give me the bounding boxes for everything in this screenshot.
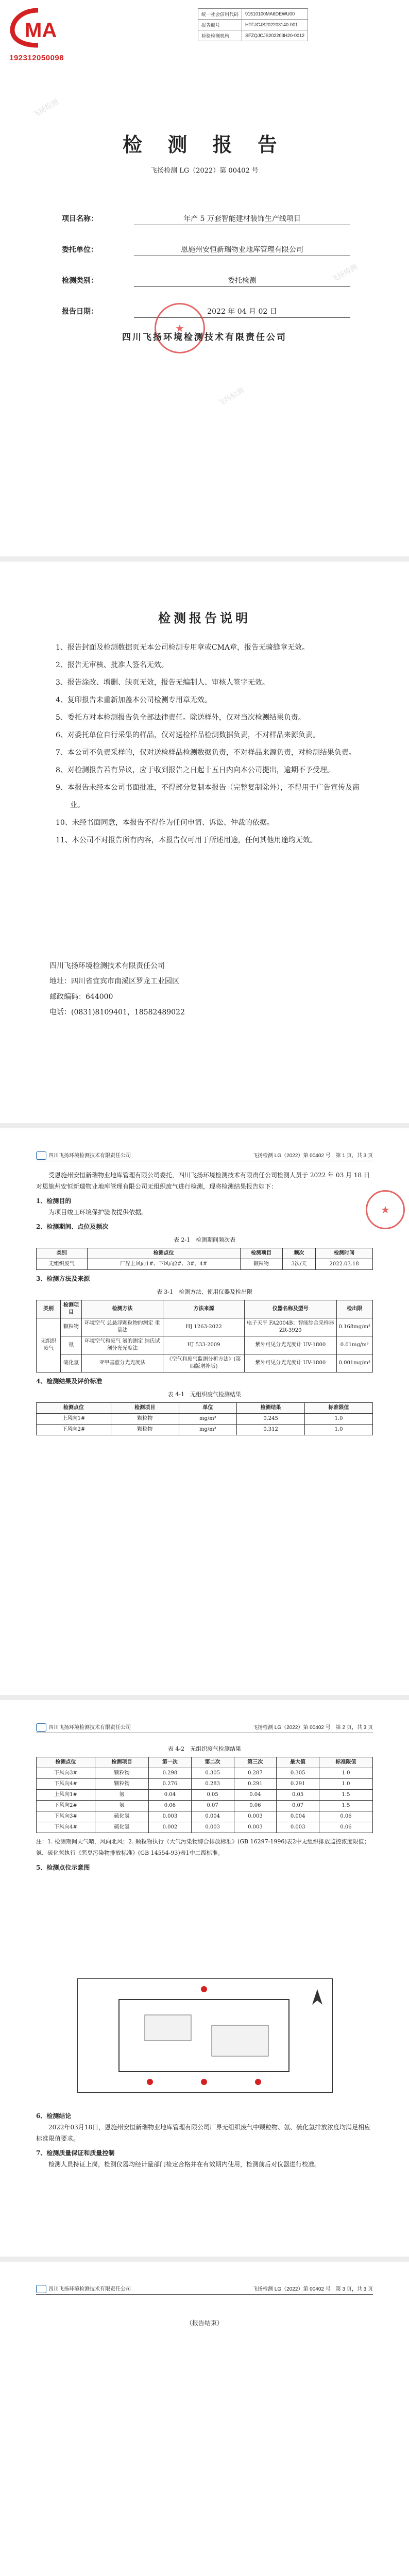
note-item: 4、复印报告未重新加盖本公司检测专用章无效。 bbox=[56, 696, 212, 704]
table-note: 注：1. 检测期间天气晴，风向北风；2. 颗粒物执行《大气污染物综合排放标准》(GB 16297-1996)表2中无组织排放监控浓度限值；氨、硫化氢执行《恶臭污染物排放标准》(GB 14554-93)表1中二级标准。 bbox=[36, 1838, 370, 1856]
code-table bbox=[198, 8, 308, 41]
company-logo-icon bbox=[36, 1151, 46, 1160]
notes-page bbox=[0, 562, 409, 1123]
page-separator bbox=[0, 2257, 409, 2262]
data-body-2 bbox=[36, 1741, 373, 1873]
section-heading: 5、检测点位示意图 bbox=[36, 1864, 90, 1871]
table-row: 硫化氢 亚甲基蓝分光光度法 《空气和废气监测分析方法》(第四版增补版) 紫外可见分光光度计 UV-1800 0.001mg/m³ bbox=[37, 1354, 373, 1372]
report-title: 检 测 报 告 bbox=[123, 133, 286, 156]
data-page-1 bbox=[0, 1128, 409, 1695]
cma-logo-text: MA bbox=[25, 19, 57, 42]
table-caption: 表 3-1 检测方法、使用仪器及检出限 bbox=[156, 1289, 253, 1295]
table-row: 下风向2# 氨 0.06 0.07 0.06 0.07 1.5 bbox=[37, 1801, 373, 1811]
code-row: 报告编号 HTFJCJS202203140-001 bbox=[198, 20, 308, 30]
section-heading: 1、检测目的 bbox=[36, 1197, 72, 1205]
page-header: 四川飞扬环境检测技术有限责任公司 飞扬检测 LG（2022）第 00402 号 第 2 页，共 3 页 bbox=[36, 1721, 373, 1733]
section-heading: 3、检测方法及来源 bbox=[36, 1275, 90, 1282]
contact-company: 四川飞扬环境检测技术有限责任公司 bbox=[49, 962, 165, 970]
page-separator bbox=[0, 1123, 409, 1128]
note-item: 1、报告封面及检测数据页无本公司检测专用章或CMA章，报告无骑缝章无效。 bbox=[56, 643, 310, 652]
cover-category-row: 检测类别： 委托检测 bbox=[62, 275, 350, 285]
report-end-mark: （报告结束） bbox=[185, 2319, 223, 2327]
note-item: 2、报告无审核、批准人签名无效。 bbox=[56, 661, 168, 669]
table-row: 下风向4# 颗粒物 0.276 0.283 0.291 0.291 1.0 bbox=[37, 1779, 373, 1790]
cover-project-row: 项目名称： 年产 5 万套智能建材装饰生产线项目 bbox=[62, 213, 350, 224]
contact-block bbox=[49, 958, 185, 1020]
official-seal bbox=[366, 1190, 405, 1229]
section-heading: 4、检测结果及评价标准 bbox=[36, 1378, 103, 1385]
notes-list bbox=[56, 639, 360, 849]
qc-text: 检测人员持证上岗，检测仪器均经计量部门检定合格并在有效期内使用，检测前后对仪器进行校准。 bbox=[48, 2161, 321, 2168]
code-row: 统一社会信用代码 91510100MA6DEWU00 bbox=[198, 9, 308, 20]
cma-number: 192312050098 bbox=[9, 54, 64, 62]
result-table-1: 检测点位 检测项目 单位 检测结果 标准限值 上风向1# 颗粒物 mg/m³ 0.245 1.0 下风向2# 颗粒物 mg/m³ 0.312 1.0 bbox=[36, 1402, 373, 1435]
watermark: 飞扬检测 bbox=[30, 97, 60, 119]
table-caption: 表 4-1 无组织废气检测结果 bbox=[167, 1391, 242, 1398]
official-seal bbox=[155, 303, 205, 353]
table-caption: 表 4-2 无组织废气检测结果 bbox=[167, 1745, 242, 1752]
note-item: 11、本公司不对报告所有内容，本报告仅可用于所述用途，任何其他用途均无效。 bbox=[56, 836, 317, 844]
table-row: 下风向3# 硫化氢 0.003 0.004 0.003 0.004 0.06 bbox=[37, 1811, 373, 1822]
section-heading: 7、检测质量保证和质量控制 bbox=[36, 2149, 115, 2157]
note-item: 9、本报告未经本公司书面批准，不得部分复制本报告（完整复制除外），不得用于广告宣传及商业。 bbox=[56, 784, 360, 809]
data-page-2 bbox=[0, 1700, 409, 2257]
note-item: 10、未经书面同意，本报告不得作为任何申请、诉讼、仲裁的依据。 bbox=[56, 819, 274, 827]
page-separator bbox=[0, 1695, 409, 1700]
data-body-2b bbox=[36, 2107, 373, 2170]
watermark: 飞扬检测 bbox=[216, 386, 246, 408]
table-row: 下风向2# 颗粒物 mg/m³ 0.312 1.0 bbox=[37, 1425, 373, 1435]
company-logo-icon bbox=[36, 1723, 46, 1732]
table-row: 无组织废气 颗粒物 环境空气 总悬浮颗粒物的测定 重量法 HJ 1263-2022 电子天平 FA2004B；智能综合采样器 ZR-3920 0.168mg/m³ bbox=[37, 1318, 373, 1336]
table-row: 氨 环境空气和废气 氨的测定 纳氏试剂分光光度法 HJ 533-2009 紫外可见分光光度计 UV-1800 0.01mg/m³ bbox=[37, 1336, 373, 1354]
table-row: 下风向3# 颗粒物 0.298 0.305 0.287 0.305 1.0 bbox=[37, 1768, 373, 1779]
code-row: 检验检测机构 SFZQJCJS202203H20-0012 bbox=[198, 30, 308, 41]
page-header: 四川飞扬环境检测技术有限责任公司 飞扬检测 LG（2022）第 00402 号 第 1 页，共 3 页 bbox=[36, 1149, 373, 1161]
page-separator bbox=[0, 556, 409, 562]
organization-name: 四川飞扬环境检测技术有限责任公司 bbox=[122, 332, 287, 343]
note-item: 8、对检测报告若有异议，应于收到报告之日起十五日内向本公司提出，逾期不予受理。 bbox=[56, 766, 334, 774]
notes-title: 检测报告说明 bbox=[158, 611, 251, 625]
table-row: 上风向1# 氨 0.04 0.05 0.04 0.05 1.5 bbox=[37, 1790, 373, 1801]
conclusion-text: 2022年03月18日，恩施州安恒新瑞物业地库管理有限公司厂界无组织废气中颗粒物、氨、硫化氢排放浓度均满足相应标准限值要求。 bbox=[36, 2124, 371, 2142]
table-row: 下风向4# 硫化氢 0.002 0.003 0.003 0.003 0.06 bbox=[37, 1822, 373, 1833]
intro-paragraph: 受恩施州安恒新瑞物业地库管理有限公司委托，四川飞扬环境检测技术有限责任公司检测人员于 2022 年 03 月 18 日对恩施州安恒新瑞物业地库管理有限公司无组织废气进行检测，现将检测结果报告如下： bbox=[36, 1172, 370, 1190]
data-body-1 bbox=[36, 1170, 373, 1435]
cover-page bbox=[0, 0, 409, 556]
note-item: 3、报告涂改、增删、缺页无效，报告无编制人、审核人签字无效。 bbox=[56, 679, 269, 687]
frequency-table: 类别 检测点位 检测项目 频次 检测时间 无组织废气 厂界上风向1#、下风向2#、3#、4# 颗粒物 3次/天 2022.03.18 bbox=[36, 1248, 373, 1270]
cma-logo bbox=[9, 7, 67, 48]
section-text: 为项目竣工环境保护验收提供依据。 bbox=[48, 1209, 148, 1216]
contact-postcode: 邮政编码：644000 bbox=[49, 993, 113, 1001]
method-table: 类别 检测项目 检测方法 方法来源 仪器名称及型号 检出限 无组织废气 颗粒物 环境空气 总悬浮颗粒物的测定 重量法 HJ 1263-2022 电子天平 FA2004B；智能综合采样器 ZR-3920 0.168mg/m³ 氨 环境空气和废气 氨的测定 纳氏试剂分光光度法 HJ 533-2009 紫外可见分光光度计 UV-1800 0.01mg/m³ 硫化氢 亚甲基蓝分光光度法 《空气和废气监测分析方法》(第四版增补版) 紫外可见分光光度计 UV-1800 0.001mg/m³ bbox=[36, 1300, 373, 1372]
contact-phone: 电话：(0831)8109401，18582489022 bbox=[49, 1008, 185, 1016]
table-row: 上风向1# 颗粒物 mg/m³ 0.245 1.0 bbox=[37, 1414, 373, 1425]
contact-address: 地址：四川省宜宾市南溪区罗龙工业园区 bbox=[49, 977, 179, 986]
result-table-2: 检测点位 检测项目 第一次 第二次 第三次 最大值 标准限值 下风向3# 颗粒物 0.298 0.305 0.287 0.305 1.0 下风向4# 颗粒物 0.276 0.283 0.291 0.291 1.0 上风向1# 氨 0.04 0.05 0.04 0.05 1.5 下风向2# 氨 0.06 0.07 0.06 0.07 1.5 下风向3# 硫化氢 0.003 0.004 0.003 0.004 0.06 下风向4# 硫化氢 0.002 0.003 0.003 0.003 0.06 bbox=[36, 1757, 373, 1833]
table-row: 无组织废气 厂界上风向1#、下风向2#、3#、4# 颗粒物 3次/天 2022.03.18 bbox=[37, 1259, 373, 1270]
note-item: 7、本公司不负责采样的，仅对送检样品检测数据负责，不对样品来源负责，对检测结果负责。 bbox=[56, 749, 356, 757]
note-item: 5、委托方对本检测报告负全部法律责任。除送样外，仅对当次检测结果负责。 bbox=[56, 714, 305, 722]
cover-date-row: 报告日期： 2022 年 04 月 02 日 bbox=[62, 306, 350, 316]
report-number: 飞扬检测 LG（2022）第 00402 号 bbox=[150, 167, 259, 175]
note-item: 6、对委托单位自行采集的样品，仅对送检样品检测数据负责，不对样品来源负责。 bbox=[56, 731, 320, 739]
north-arrow-icon bbox=[312, 1989, 322, 2005]
watermark: 飞扬检测 bbox=[329, 262, 359, 284]
section-heading: 6、检测结论 bbox=[36, 2112, 72, 2120]
company-logo-icon bbox=[36, 2285, 46, 2293]
section-heading: 2、检测期间、点位及频次 bbox=[36, 1223, 109, 1230]
table-caption: 表 2-1 检测期间频次表 bbox=[173, 1236, 236, 1243]
signature-page bbox=[0, 2262, 409, 2576]
sampling-point-map bbox=[77, 1978, 333, 2093]
cover-client-row: 委托单位： 恩施州安恒新瑞物业地库管理有限公司 bbox=[62, 244, 350, 255]
page-header: 四川飞扬环境检测技术有限责任公司 飞扬检测 LG（2022）第 00402 号 第 3 页，共 3 页 bbox=[36, 2282, 373, 2295]
